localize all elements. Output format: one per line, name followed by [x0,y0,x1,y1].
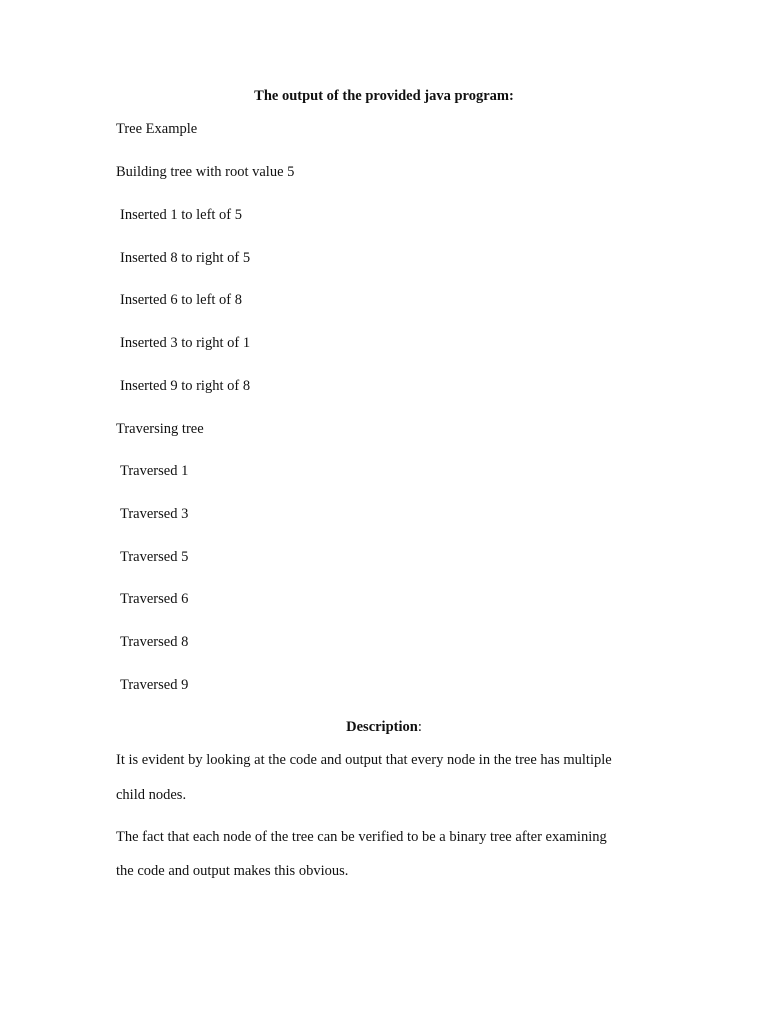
output-line-insert: Inserted 8 to right of 5 [120,250,251,266]
output-line-traversed: Traversed 8 [120,634,189,650]
description-heading-label: Description [346,719,418,735]
description-paragraph-1-line-2: child nodes. [116,787,187,803]
output-line-insert: Inserted 3 to right of 1 [120,335,251,351]
output-line-tree-example: Tree Example [116,121,198,137]
description-paragraph-2-line-1: The fact that each node of the tree can be verified to be a binary tree after examining [116,829,607,845]
output-line-traversed: Traversed 3 [120,506,189,522]
output-line-building-tree: Building tree with root value 5 [116,164,295,180]
output-line-traversed: Traversed 9 [120,677,189,693]
output-line-traversing: Traversing tree [116,421,204,437]
description-paragraph-2-line-2: the code and output makes this obvious. [116,863,349,879]
output-line-traversed: Traversed 6 [120,591,189,607]
description-heading [0,718,768,736]
description-paragraph-1-line-1: It is evident by looking at the code and output that every node in the tree has multiple [116,752,612,768]
output-line-insert: Inserted 6 to left of 8 [120,292,243,308]
output-line-insert: Inserted 1 to left of 5 [120,207,243,223]
page-title: The output of the provided java program: [254,88,514,104]
description-heading-colon: : [417,719,422,735]
output-line-traversed: Traversed 1 [120,463,189,479]
output-line-traversed: Traversed 5 [120,549,189,565]
output-line-insert: Inserted 9 to right of 8 [120,378,251,394]
